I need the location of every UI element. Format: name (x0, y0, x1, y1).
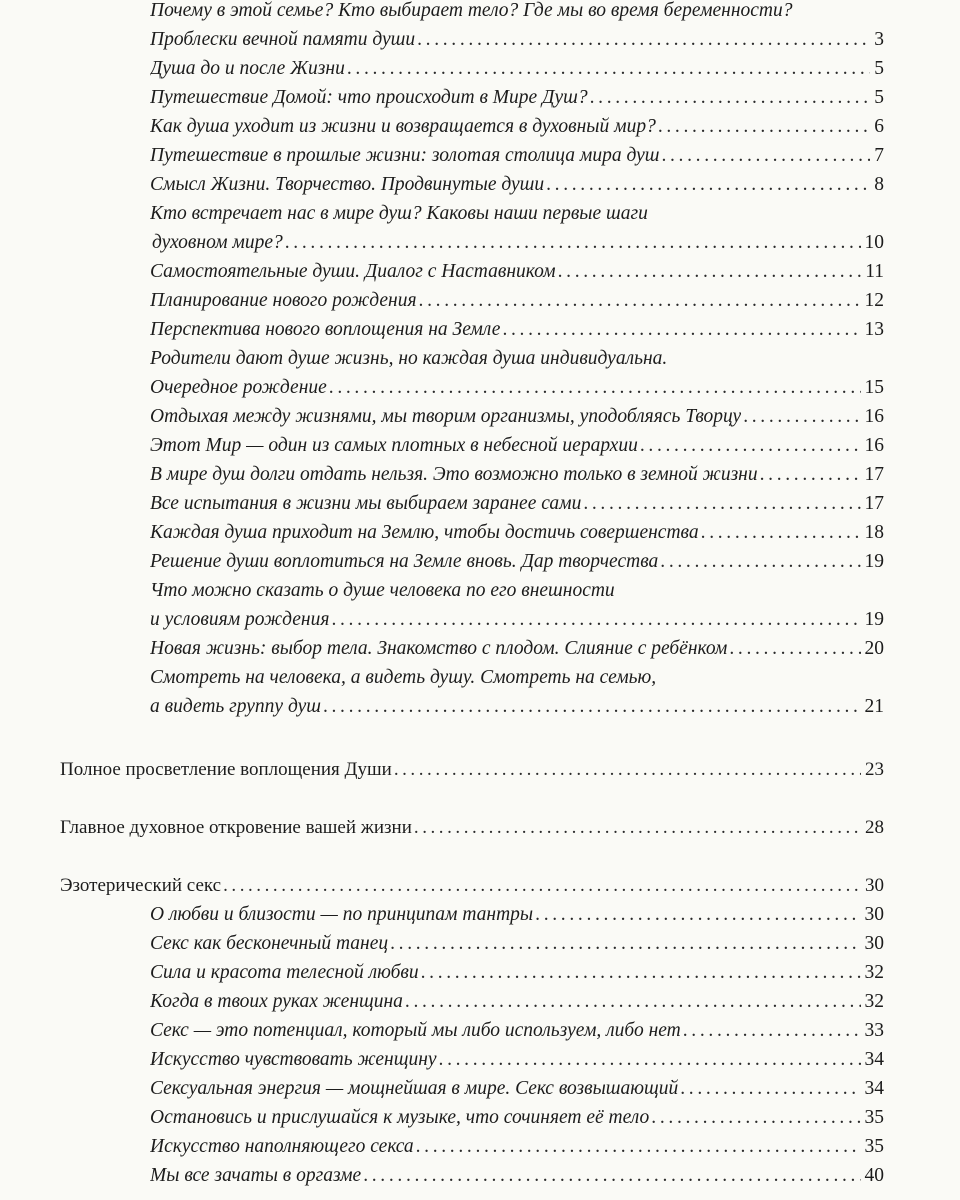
toc-page-number: 3 (874, 29, 884, 50)
dot-leader (347, 54, 870, 83)
toc-section-entry (150, 518, 884, 547)
dot-leader (590, 83, 871, 112)
toc-entry-title: а видеть группу душ (150, 696, 321, 717)
toc-entry-title: Мы все зачаты в оргазме (150, 1165, 362, 1186)
toc-section-entry (150, 576, 884, 605)
toc-entry-title: Когда в твоих руках женщина (150, 991, 403, 1012)
toc-section-entry (150, 402, 884, 431)
toc-section-entry (150, 547, 884, 576)
toc-section-entry (150, 0, 884, 25)
toc-page-number: 40 (864, 1165, 884, 1186)
toc-section-entry (150, 900, 884, 929)
toc-page-number: 17 (864, 493, 884, 514)
toc-section-entry (150, 460, 884, 489)
toc-page-number: 19 (864, 609, 884, 630)
toc-entry-title: Остановись и прислушайся к музыке, что сочиняет её тело (150, 1107, 650, 1128)
toc-page-number: 30 (864, 904, 884, 925)
toc-chapter-entry (60, 871, 884, 900)
toc-section-entry (150, 663, 884, 692)
toc-page-number: 11 (865, 261, 884, 282)
toc-section-entry (150, 929, 884, 958)
toc-entry-title: Почему в этой семье? Кто выбирает тело? Где мы во время беременности? (150, 0, 793, 21)
toc-section-entry (150, 344, 884, 373)
toc-section-entry (150, 1132, 884, 1161)
toc-page-number: 35 (864, 1107, 884, 1128)
dot-leader (683, 1016, 861, 1045)
toc-page-number: 16 (864, 435, 884, 456)
toc-entry-title: Путешествие в прошлые жизни: золотая столица мира душ (150, 145, 660, 166)
dot-leader (390, 929, 860, 958)
dot-leader (546, 170, 870, 199)
toc-page-number: 23 (865, 759, 884, 780)
toc-section-entry (150, 373, 884, 402)
toc-page-number: 32 (864, 962, 884, 983)
dot-leader (414, 813, 861, 842)
toc-page-number: 34 (864, 1049, 884, 1070)
dot-leader (502, 315, 860, 344)
toc-entry-title: Отдыхая между жизнями, мы творим организмы, уподобляясь Творцу (150, 406, 742, 427)
dot-leader (743, 402, 860, 431)
toc-page-number: 8 (874, 174, 884, 195)
toc-page-number: 30 (865, 875, 884, 896)
toc-entry-title: Искусство чувствовать женщину (150, 1049, 437, 1070)
toc-section-entry (150, 170, 884, 199)
toc-section-entry (150, 54, 884, 83)
dot-leader (416, 1132, 861, 1161)
dot-leader (331, 605, 860, 634)
toc-section-entry (150, 605, 884, 634)
dot-leader (405, 987, 861, 1016)
toc-section-entry (150, 228, 884, 257)
toc-entry-title: и условиям рождения (150, 609, 330, 630)
toc-entry-title: Эзотерический секс (60, 875, 222, 896)
dot-leader (640, 431, 861, 460)
toc-section-entry (150, 1045, 884, 1074)
toc-entry-title: О любви и близости — по принципам тантры (150, 904, 534, 925)
dot-leader (680, 1074, 860, 1103)
dot-leader (329, 373, 861, 402)
toc-entry-title: Что можно сказать о душе человека по его внешности (150, 580, 615, 601)
toc-entry-title: Планирование нового рождения (150, 290, 417, 311)
dot-leader (661, 141, 870, 170)
toc-entry-title: Главное духовное откровение вашей жизни (60, 817, 412, 838)
toc-section-entry (150, 112, 884, 141)
toc-entry-title: Родители дают душе жизнь, но каждая душа индивидуальна. (150, 348, 668, 369)
toc-entry-title: Перспектива нового воплощения на Земле (150, 319, 501, 340)
toc-page-number: 35 (864, 1136, 884, 1157)
toc-section-entry (150, 987, 884, 1016)
toc-entry-title: Смысл Жизни. Творчество. Продвинутые души (150, 174, 545, 195)
toc-entry-title: Все испытания в жизни мы выбираем заранее сами (150, 493, 582, 514)
toc-page-number: 28 (865, 817, 884, 838)
toc-page-number: 10 (864, 232, 884, 253)
toc-chapter-entry (60, 813, 884, 842)
toc-page-number: 6 (874, 116, 884, 137)
toc-entry-title: Смотреть на человека, а видеть душу. Смотреть на семью, (150, 667, 657, 688)
toc-section-entry (150, 257, 884, 286)
toc-page-number: 7 (874, 145, 884, 166)
toc-entry-title: Душа до и после Жизни (150, 58, 345, 79)
toc-section-entry (150, 199, 884, 228)
dot-leader (363, 1161, 860, 1190)
dot-leader (417, 25, 870, 54)
toc-entry-title: Сила и красота телесной любви (150, 962, 419, 983)
toc-page-number: 15 (864, 377, 884, 398)
toc-entry-title: Секс — это потенциал, который мы либо используем, либо нет (150, 1020, 681, 1041)
toc-entry-title: Этот Мир — один из самых плотных в небесной иерархии (150, 435, 638, 456)
toc-page-number: 5 (874, 87, 884, 108)
dot-leader (285, 228, 861, 257)
dot-leader (701, 518, 861, 547)
toc-page-number: 32 (864, 991, 884, 1012)
toc-entry-title: Каждая душа приходит на Землю, чтобы достичь совершенства (150, 522, 699, 543)
dot-leader (651, 1103, 860, 1132)
toc-section-entry (150, 1103, 884, 1132)
toc-entry-title: Проблески вечной памяти души (150, 29, 416, 50)
toc-entry-title: Самостоятельные души. Диалог с Наставником (150, 261, 556, 282)
dot-leader (658, 112, 870, 141)
toc-entry-title: Сексуальная энергия — мощнейшая в мире. Секс возвышающий (150, 1078, 679, 1099)
toc-section-entry (150, 489, 884, 518)
dot-leader (419, 286, 861, 315)
toc-section-entry (150, 958, 884, 987)
toc-page-number: 34 (864, 1078, 884, 1099)
dot-leader (660, 547, 860, 576)
toc-section-entry (150, 431, 884, 460)
toc-entry-title: духовном мире? (152, 232, 283, 253)
dot-leader (421, 958, 861, 987)
toc-section-entry (150, 634, 884, 663)
dot-leader (439, 1045, 861, 1074)
toc-page-number: 33 (864, 1020, 884, 1041)
toc-section-entry (150, 286, 884, 315)
toc-page-number: 19 (864, 551, 884, 572)
toc-page-number: 13 (864, 319, 884, 340)
toc-entry-title: Кто встречает нас в мире душ? Каковы наши первые шаги (150, 203, 648, 224)
toc-entry-title: Решение души воплотиться на Земле вновь. Дар творчества (150, 551, 659, 572)
toc-section-entry (150, 1074, 884, 1103)
toc-section-entry (150, 315, 884, 344)
toc-section-entry (150, 1016, 884, 1045)
dot-leader (558, 257, 862, 286)
toc-section-entry (150, 1161, 884, 1190)
toc-entry-title: Полное просветление воплощения Души (60, 759, 392, 780)
toc-page-number: 21 (864, 696, 884, 717)
dot-leader (583, 489, 860, 518)
toc-page-number: 12 (864, 290, 884, 311)
toc-page-number: 17 (864, 464, 884, 485)
toc-section-entry (150, 141, 884, 170)
dot-leader (323, 692, 861, 721)
toc-entry-title: Очередное рождение (150, 377, 327, 398)
toc-entry-title: Секс как бесконечный танец (150, 933, 389, 954)
toc-entry-title: Новая жизнь: выбор тела. Знакомство с плодом. Слияние с ребёнком (150, 638, 728, 659)
toc-section-entry (150, 25, 884, 54)
toc-section-entry (150, 692, 884, 721)
toc-chapter-entry (60, 755, 884, 784)
toc-entry-title: В мире душ долги отдать нельзя. Это возможно только в земной жизни (150, 464, 758, 485)
toc-page-number: 20 (864, 638, 884, 659)
dot-leader (394, 755, 861, 784)
toc-entry-title: Искусство наполняющего секса (150, 1136, 414, 1157)
dot-leader (223, 871, 861, 900)
toc-entry-title: Путешествие Домой: что происходит в Мире Душ? (150, 87, 588, 108)
dot-leader (760, 460, 861, 489)
dot-leader (535, 900, 860, 929)
toc-page-number: 5 (874, 58, 884, 79)
toc-entry-title: Как душа уходит из жизни и возвращается в духовный мир? (150, 116, 656, 137)
dot-leader (729, 634, 860, 663)
toc-section-entry (150, 83, 884, 112)
toc-page-number: 18 (864, 522, 884, 543)
toc-page-number: 16 (864, 406, 884, 427)
toc-page-number: 30 (864, 933, 884, 954)
